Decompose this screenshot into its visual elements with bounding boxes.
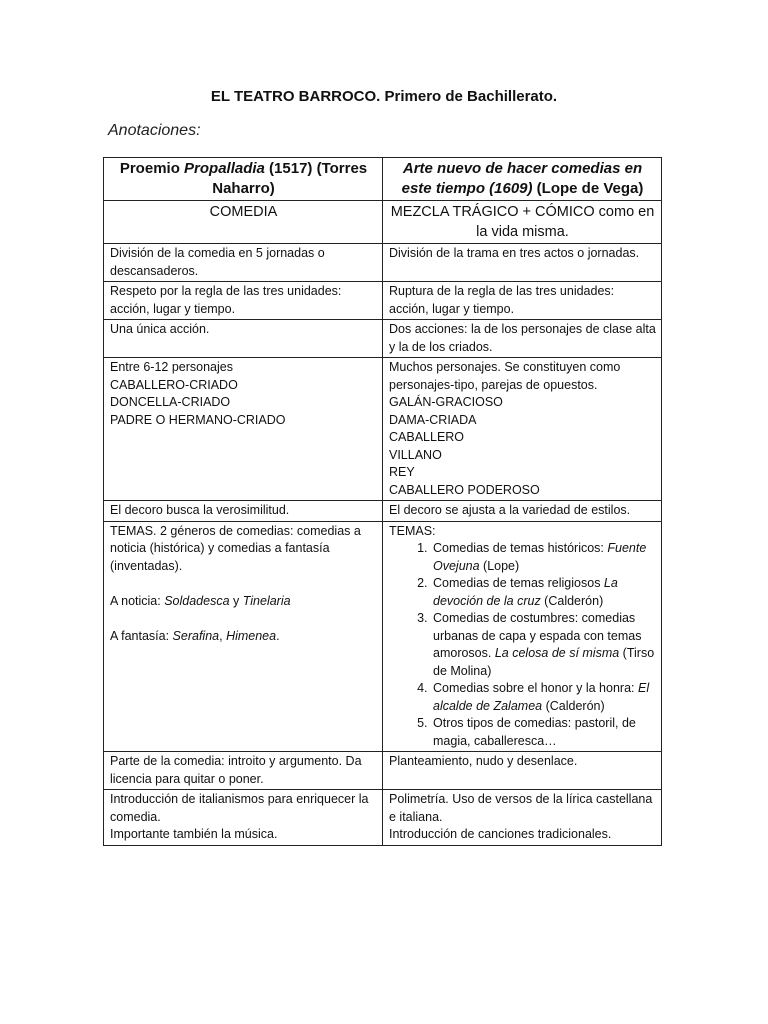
characters-right-line: REY: [389, 465, 415, 479]
language-left-line: Introducción de italianismos para enriquecer la comedia.: [110, 792, 369, 824]
characters-left-line: DONCELLA-CRIADO: [110, 395, 231, 409]
table-row: [104, 282, 662, 320]
themes-right-label: TEMAS:: [389, 523, 436, 538]
header-left-c: (1517) (Torres Naharro): [212, 160, 368, 197]
subheader-left: COMEDIA: [104, 201, 383, 244]
row-right-cell: Dos acciones: la de los personajes de clase alta y la de los criados.: [383, 320, 662, 358]
list-item: 1. Comedias de temas históricos: Fuente Ovejuna (Lope): [431, 540, 656, 575]
characters-right-line: VILLANO: [389, 447, 442, 462]
subheader-right: MEZCLA TRÁGICO + CÓMICO como en la vida misma.: [383, 201, 662, 244]
structure-right-cell: Planteamiento, nudo y desenlace.: [383, 752, 662, 790]
header-propalladia: [104, 158, 383, 201]
header-left-a: Proemio: [119, 160, 185, 177]
header-left-title: Propalladia: [184, 160, 265, 177]
list-item: 3. Comedias de costumbres: comedias urbanas de capa y espada con temas amorosos. La celosa de sí misma (Tirso de Molina): [431, 610, 656, 680]
themes-left-intro: TEMAS. 2 géneros de comedias: comedias a noticia (histórica) y comedias a fantasía (inventadas).: [110, 523, 361, 573]
themes-right-cell: [383, 521, 662, 752]
row-left-cell: División de la comedia en 5 jornadas o descansaderos.: [104, 244, 383, 282]
row-right-cell: División de la trama en tres actos o jornadas.: [383, 244, 662, 282]
characters-left-line: PADRE O HERMANO-CRIADO: [110, 412, 286, 427]
themes-fantasia: A fantasía: Serafina, Himenea.: [110, 628, 280, 643]
characters-left-line: Entre 6-12 personajes: [110, 360, 233, 374]
themes-left-cell: [104, 521, 383, 752]
decor-left-cell: El decoro busca la verosimilitud.: [104, 501, 383, 522]
header-arte-nuevo: [383, 158, 662, 201]
characters-right-cell: [383, 358, 662, 501]
table-header-row: [104, 158, 662, 201]
row-left-cell: Respeto por la regla de las tres unidades: acción, lugar y tiempo.: [104, 282, 383, 320]
characters-left-line: CABALLERO-CRIADO: [110, 377, 238, 392]
table-subheader-row: [104, 201, 662, 244]
annotations-label: Anotaciones:: [108, 122, 201, 139]
characters-right-line: CABALLERO PODEROSO: [389, 482, 540, 497]
themes-noticia: A noticia: Soldadesca y Tinelaria: [110, 593, 291, 608]
list-item: 4. Comedias sobre el honor y la honra: El alcalde de Zalamea (Calderón): [431, 680, 656, 715]
decor-right-cell: El decoro se ajusta a la variedad de estilos.: [383, 501, 662, 522]
language-right-cell: [383, 790, 662, 846]
characters-right-line: GALÁN-GRACIOSO: [389, 395, 503, 409]
language-left-cell: [104, 790, 383, 846]
table-row: [104, 320, 662, 358]
language-right-line: Introducción de canciones tradicionales.: [389, 827, 612, 841]
language-right-line: Polimetría. Uso de versos de la lírica castellana e italiana.: [389, 792, 653, 824]
structure-left-cell: Parte de la comedia: introito y argumento. Da licencia para quitar o poner.: [104, 752, 383, 790]
header-right-author: (Lope de Vega): [532, 180, 644, 197]
table-row-themes: [104, 521, 662, 752]
table-row-language: [104, 790, 662, 846]
table-row-decor: [104, 501, 662, 522]
characters-right-line: DAMA-CRIADA: [389, 412, 477, 427]
language-left-line: Importante también la música.: [110, 827, 278, 841]
characters-right-intro: Muchos personajes. Se constituyen como personajes-tipo, parejas de opuestos.: [389, 360, 621, 392]
characters-right-line: CABALLERO: [389, 430, 465, 444]
comparison-table: [103, 157, 662, 846]
table-row: [104, 244, 662, 282]
characters-left-cell: [104, 358, 383, 501]
header-right-title: Arte nuevo de hacer comedias en este tiempo (1609): [401, 160, 643, 197]
table-row-characters: [104, 358, 662, 501]
row-left-cell: Una única acción.: [104, 320, 383, 358]
row-right-cell: Ruptura de la regla de las tres unidades: acción, lugar y tiempo.: [383, 282, 662, 320]
list-item: 2. Comedias de temas religiosos La devoción de la cruz (Calderón): [431, 575, 656, 610]
table-row-structure: [104, 752, 662, 790]
list-item: 5. Otros tipos de comedias: pastoril, de magia, caballeresca…: [431, 715, 656, 750]
themes-list: [389, 540, 656, 750]
page-title: EL TEATRO BARROCO. Primero de Bachillerato.: [210, 88, 558, 105]
